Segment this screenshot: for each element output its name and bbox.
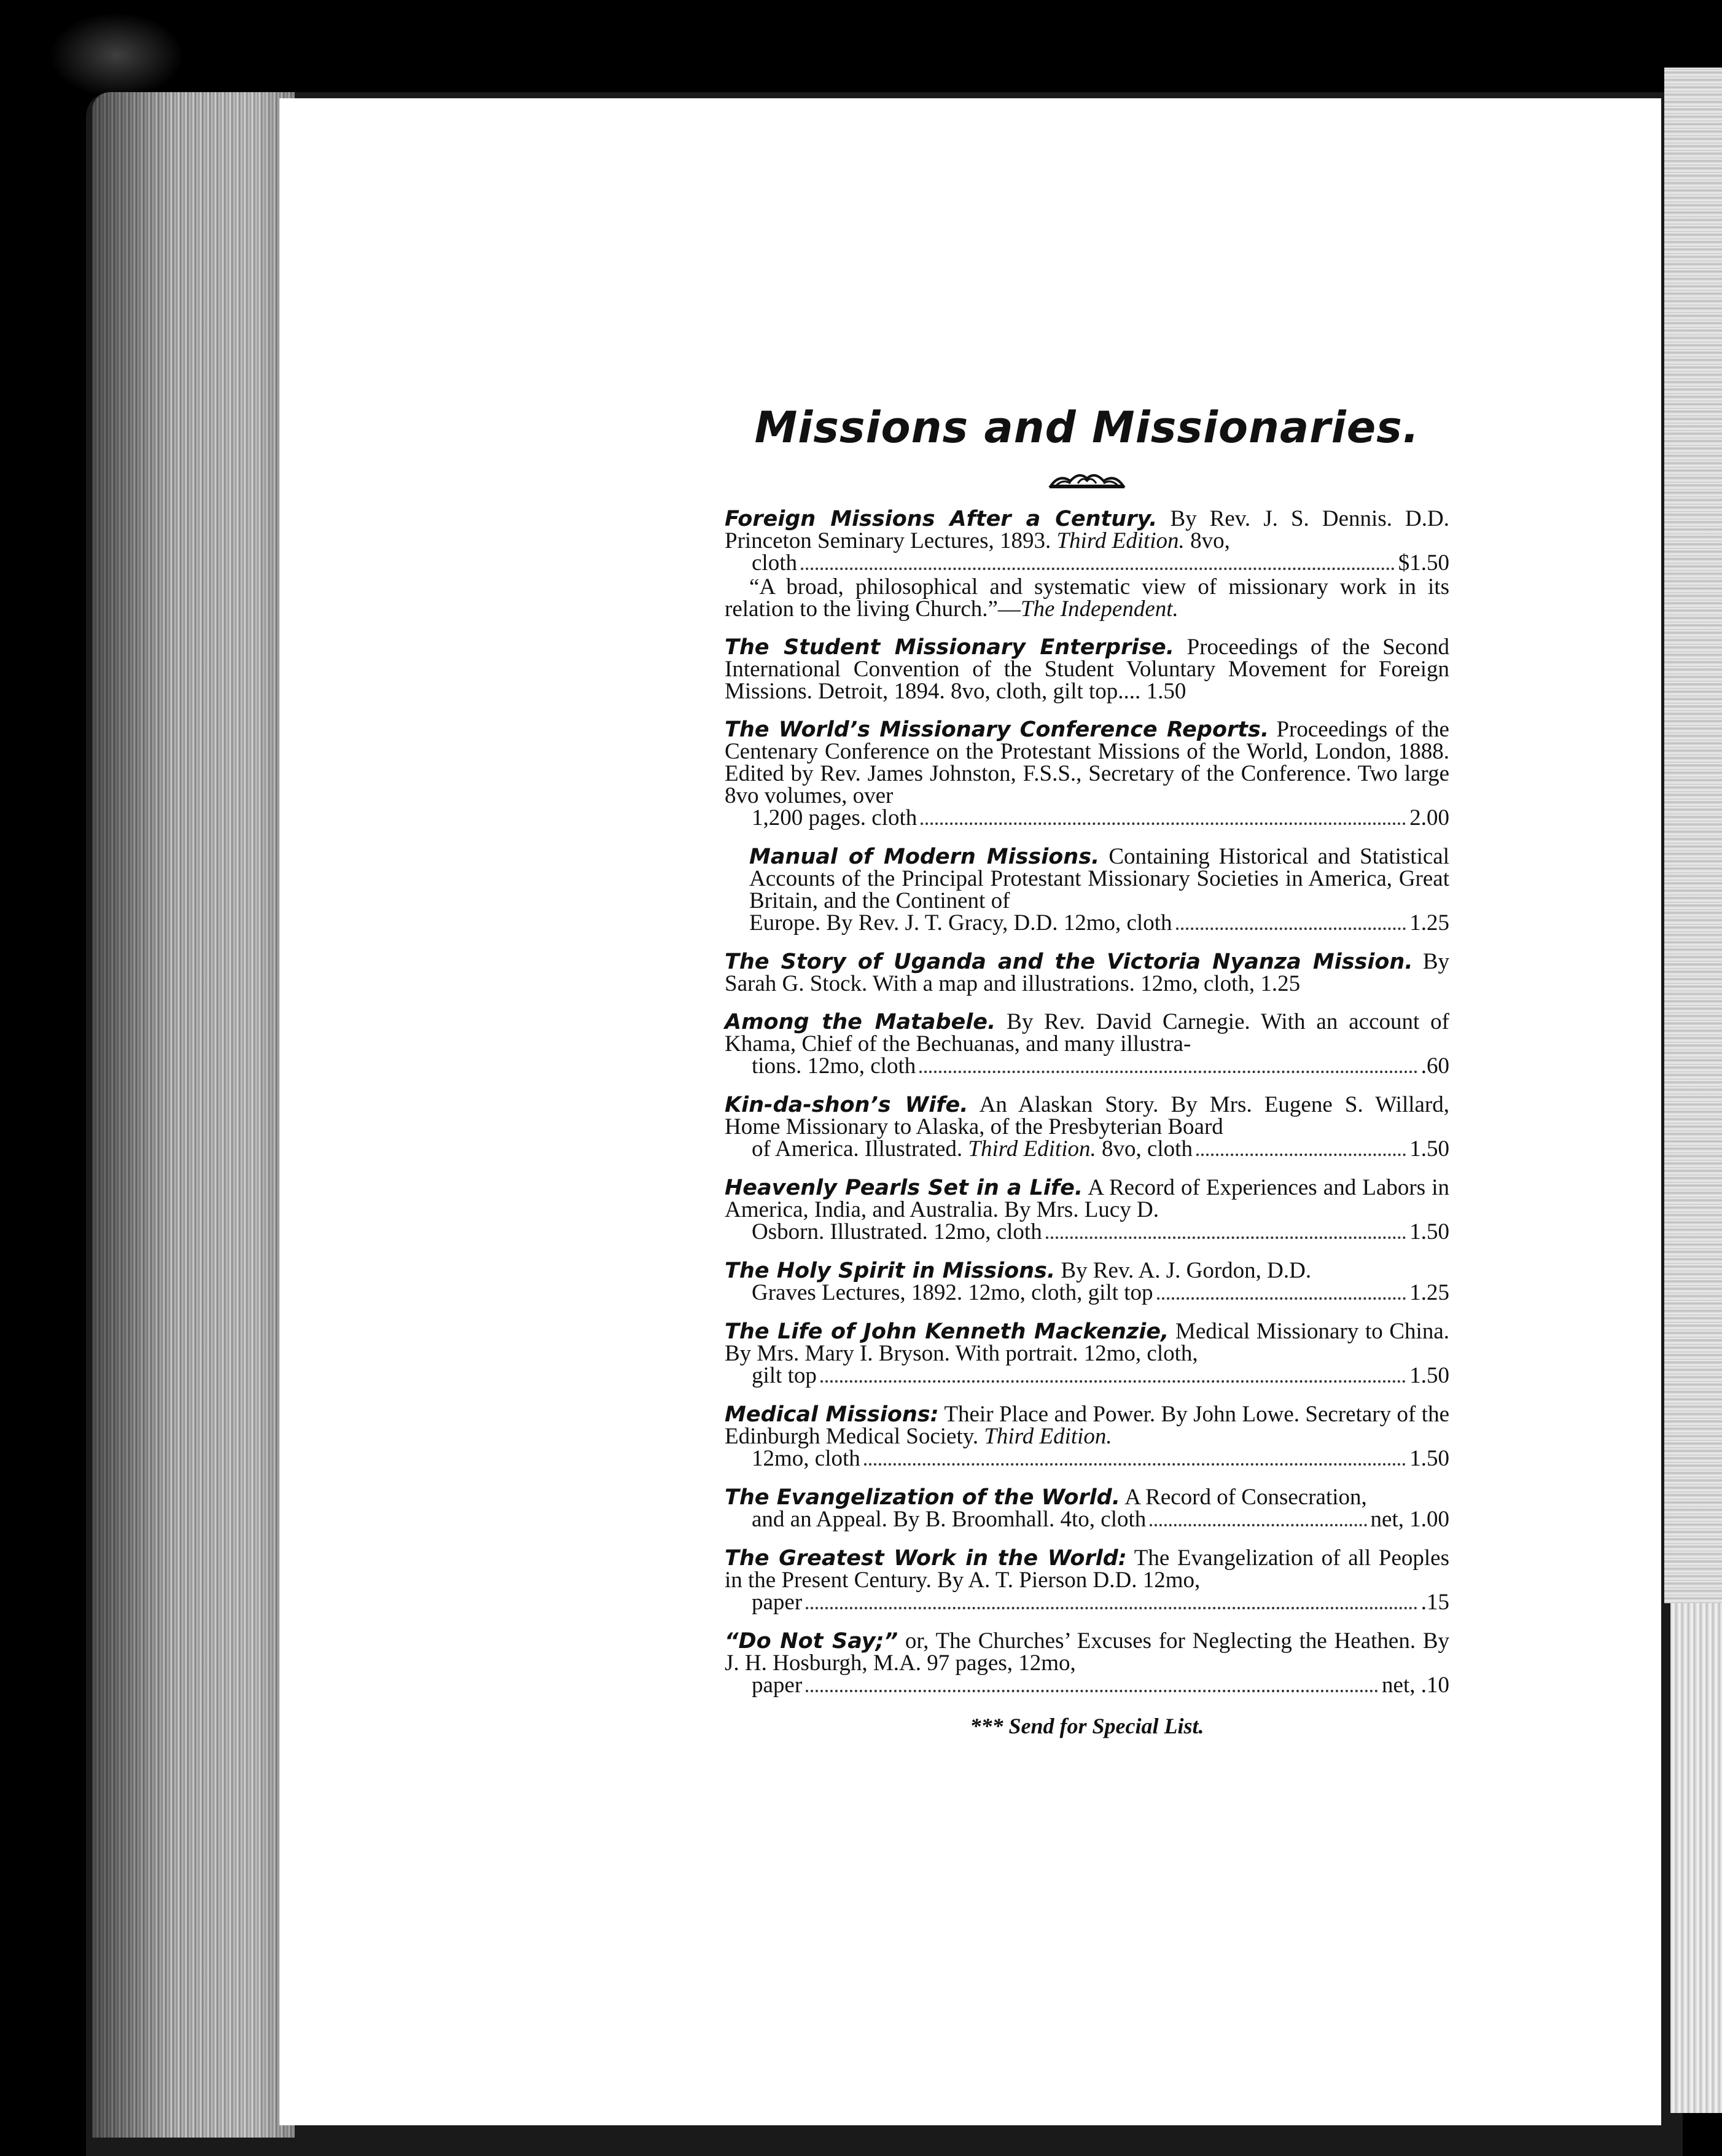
dot-leader — [1150, 1524, 1366, 1526]
price-line — [725, 1055, 1449, 1078]
text-column — [725, 402, 1449, 1739]
dot-leader — [921, 822, 1406, 825]
book-listing — [725, 1547, 1449, 1614]
book-title: The World’s Missionary Conference Reports. — [725, 717, 1269, 742]
book-listing — [725, 1177, 1449, 1244]
book-listing — [725, 1404, 1449, 1471]
price: 1.50 — [1146, 679, 1186, 704]
price: .15 — [1420, 1590, 1449, 1615]
book-description: An Alaskan Story. By Mrs. Eugene S. Willard, Home Missionary to Alaska, of the Presbyterian Board — [725, 1092, 1449, 1139]
dot-leader — [1046, 1236, 1406, 1239]
price-lead: paper — [752, 1673, 803, 1698]
book-title: Heavenly Pearls Set in a Life. — [725, 1176, 1083, 1200]
book-listing — [725, 636, 1449, 703]
book-title: The Story of Uganda and the Victoria Nyanza Mission. — [725, 950, 1413, 974]
dot-leader — [1196, 1154, 1406, 1156]
book-description: Medical Missionary to China. By Mrs. Mary I. Bryson. With portrait. 12mo, cloth, — [725, 1319, 1449, 1366]
book-title: “Do Not Say;” — [725, 1629, 898, 1654]
book-listing — [725, 951, 1449, 995]
price-line — [725, 1509, 1449, 1531]
book-title: The Greatest Work in the World: — [725, 1546, 1127, 1571]
scan-smudge — [49, 12, 184, 98]
price: 1.50 — [1409, 1363, 1449, 1388]
price-line — [725, 552, 1449, 575]
book-title: Manual of Modern Missions. — [749, 845, 1100, 869]
price-lead: Osborn. Illustrated. 12mo, cloth — [752, 1219, 1042, 1244]
book-description: A Record of Consecration, — [1120, 1485, 1367, 1510]
book-listing — [725, 1486, 1449, 1531]
book-format: 8vo, cloth — [1101, 1136, 1193, 1162]
price-line — [725, 1138, 1449, 1161]
price: net, .10 — [1382, 1673, 1449, 1698]
book-title: The Evangelization of the World. — [725, 1485, 1120, 1510]
edition-note: Third Edition. — [984, 1424, 1112, 1449]
book-description: By Sarah G. Stock. With a map and illustrations. 12mo, cloth, — [725, 949, 1449, 996]
book-title: The Student Missionary Enterprise. — [725, 635, 1175, 660]
book-listing — [725, 1321, 1449, 1388]
book-description: Proceedings of the Centenary Conference on the Protestant Missions of the World, London, 1888. Edited by Rev. James Johnston, F.S.S., Secretary of the Conference. Two large 8vo volumes, over — [725, 717, 1449, 808]
book-title: Medical Missions: — [725, 1402, 939, 1427]
price-line — [725, 1221, 1449, 1244]
price-lead: Europe. By Rev. J. T. Gracy, D.D. 12mo, cloth — [749, 910, 1172, 935]
dot-leader — [801, 568, 1395, 570]
price: .60 — [1420, 1053, 1449, 1079]
book-description: By Rev. J. S. Dennis. D.D. Princeton Seminary Lectures, 1893. — [725, 506, 1449, 553]
book-title: Foreign Missions After a Century. — [725, 507, 1158, 531]
footer-note: *** Send for Special List. — [970, 1714, 1204, 1738]
price: 1.25 — [1409, 1280, 1449, 1305]
price-lead: 1,200 pages. cloth — [752, 805, 917, 830]
page-title: Missions and Missionaries. — [754, 402, 1420, 453]
book-listing — [725, 1011, 1449, 1078]
dot-leader — [1157, 1297, 1406, 1300]
price-lead: of America. Illustrated. — [752, 1136, 963, 1162]
book-listing — [725, 508, 1449, 620]
price-line — [725, 1448, 1449, 1471]
edition-note: Third Edition. — [1056, 528, 1185, 553]
price-line — [725, 807, 1449, 830]
adjacent-page-edge-lower — [1670, 1603, 1722, 2113]
dot-leader — [919, 1071, 1417, 1073]
book-listing — [725, 1094, 1449, 1161]
price-lead: Graves Lectures, 1892. 12mo, cloth, gilt top — [752, 1280, 1153, 1305]
book-description: The Evangelization of all Peoples in the Present Century. By A. T. Pierson D.D. 12mo, — [725, 1545, 1449, 1593]
book-title: The Holy Spirit in Missions. — [725, 1259, 1056, 1283]
price: 1.50 — [1409, 1446, 1449, 1471]
book-listing — [725, 846, 1449, 935]
price-lead: 12mo, cloth — [752, 1446, 860, 1471]
dot-leader — [1176, 928, 1406, 930]
price-lead: cloth — [752, 550, 797, 576]
book-title: Kin-da-shon’s Wife. — [725, 1093, 968, 1117]
book-description: Their Place and Power. By John Lowe. Secretary of the Edinburgh Medical Society. — [725, 1402, 1449, 1449]
adjacent-page-edge — [1664, 68, 1722, 1603]
book-description: A Record of Experiences and Labors in America, India, and Australia. By Mrs. Lucy D. — [725, 1175, 1449, 1222]
price: 1.25 — [1409, 910, 1449, 935]
price-line — [725, 1282, 1449, 1305]
price-line — [749, 912, 1449, 935]
dot-leader — [806, 1607, 1417, 1609]
price: 2.00 — [1409, 805, 1449, 830]
price: $1.50 — [1398, 550, 1449, 576]
price: net, 1.00 — [1370, 1507, 1449, 1532]
price: 1.50 — [1409, 1136, 1449, 1162]
quote-source: The Independent. — [1020, 596, 1179, 622]
review-quote — [725, 576, 1449, 620]
book-description: Proceedings of the Second International Convention of the Student Voluntary Movement for Foreign Missions. Detroit, 1894. 8vo, cloth, gilt top.... — [725, 635, 1449, 704]
book-listing — [725, 1260, 1449, 1305]
dot-leader — [806, 1690, 1378, 1692]
price-lead: paper — [752, 1590, 803, 1615]
price-line — [725, 1674, 1449, 1697]
price: 1.25 — [1260, 971, 1301, 996]
book-description: By Rev. A. J. Gordon, D.D. — [1055, 1258, 1312, 1283]
book-description: or, The Churches’ Excuses for Neglecting the Heathen. By J. H. Hosburgh, M.A. 97 pages, 12mo, — [725, 1628, 1449, 1676]
book-format: 8vo, — [1184, 528, 1230, 553]
page-edges-shading — [92, 92, 295, 2138]
ornament-icon — [1047, 470, 1127, 491]
price-line — [725, 1365, 1449, 1388]
book-listing — [725, 1630, 1449, 1697]
price: 1.50 — [1409, 1219, 1449, 1244]
price-line — [725, 1592, 1449, 1614]
price-lead: and an Appeal. By B. Broomhall. 4to, cloth — [752, 1507, 1147, 1532]
edition-note: Third Edition. — [968, 1136, 1096, 1162]
price-lead: tions. 12mo, cloth — [752, 1053, 916, 1079]
book-title: The Life of John Kenneth Mackenzie, — [725, 1319, 1169, 1344]
dot-leader — [820, 1380, 1406, 1383]
book-listing — [725, 719, 1449, 830]
dot-leader — [864, 1463, 1406, 1466]
book-description: Containing Historical and Statistical Accounts of the Principal Protestant Missionary Societies in America, Great Britain, and the Continent of — [749, 844, 1449, 913]
quote-text: “A broad, philosophical and systematic view of missionary work in its relation to the living Church.”— — [725, 574, 1449, 622]
price-lead: gilt top — [752, 1363, 817, 1388]
book-description: By Rev. David Carnegie. With an account of Khama, Chief of the Bechuanas, and many illustra- — [725, 1009, 1449, 1057]
book-title: Among the Matabele. — [725, 1010, 996, 1034]
